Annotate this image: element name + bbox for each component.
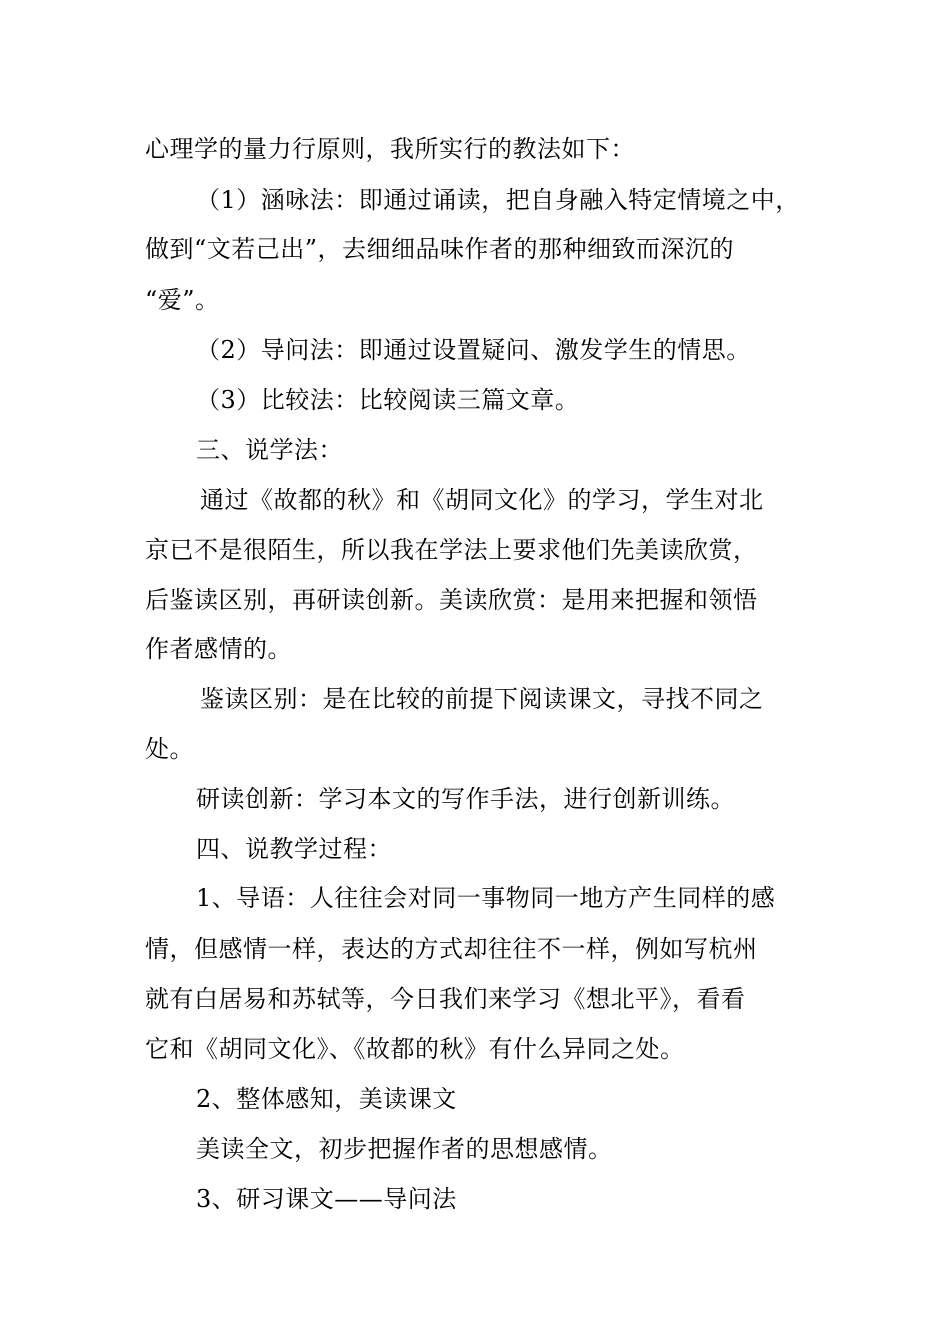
text-line: 处。 xyxy=(145,735,194,763)
text-line: （3）比较法：比较阅读三篇文章。 xyxy=(196,386,580,414)
text-line: 心理学的量力行原则，我所实行的教法如下： xyxy=(145,135,635,163)
text-line: 情，但感情一样，表达的方式却往往不一样，例如写杭州 xyxy=(145,935,758,963)
text-line: 京已不是很陌生，所以我在学法上要求他们先美读欣赏， xyxy=(145,536,758,564)
text-line: 1、导语：人往往会对同一事物同一地方产生同样的感 xyxy=(196,884,776,912)
text-line: 通过《故都的秋》和《胡同文化》的学习，学生对北 xyxy=(200,486,764,514)
section-heading: 四、说教学过程： xyxy=(196,835,392,863)
text-line: 3、研习课文——导问法 xyxy=(196,1185,457,1213)
text-line: 研读创新：学习本文的写作手法，进行创新训练。 xyxy=(196,785,735,813)
text-line: 美读全文，初步把握作者的思想感情。 xyxy=(196,1135,613,1163)
text-line: 它和《胡同文化》、《故都的秋》有什么异同之处。 xyxy=(145,1035,685,1063)
text-line: 后鉴读区别，再研读创新。美读欣赏：是用来把握和领悟 xyxy=(145,586,758,614)
text-line: 作者感情的。 xyxy=(145,635,292,663)
text-line: 就有白居易和苏轼等，今日我们来学习《想北平》，看看 xyxy=(145,985,746,1013)
text-line: “爱”。 xyxy=(145,286,220,314)
text-line: 做到“文若己出”，去细细品味作者的那种细致而深沉的 xyxy=(145,235,735,263)
section-heading: 三、说学法： xyxy=(196,436,343,464)
text-line: （2）导问法：即通过设置疑问、激发学生的情思。 xyxy=(196,336,751,364)
text-line: 鉴读区别：是在比较的前提下阅读课文，寻找不同之 xyxy=(200,685,764,713)
text-line: 2、整体感知，美读课文 xyxy=(196,1085,457,1113)
text-line: （1）涵咏法：即通过诵读，把自身融入特定情境之中， xyxy=(196,186,800,214)
